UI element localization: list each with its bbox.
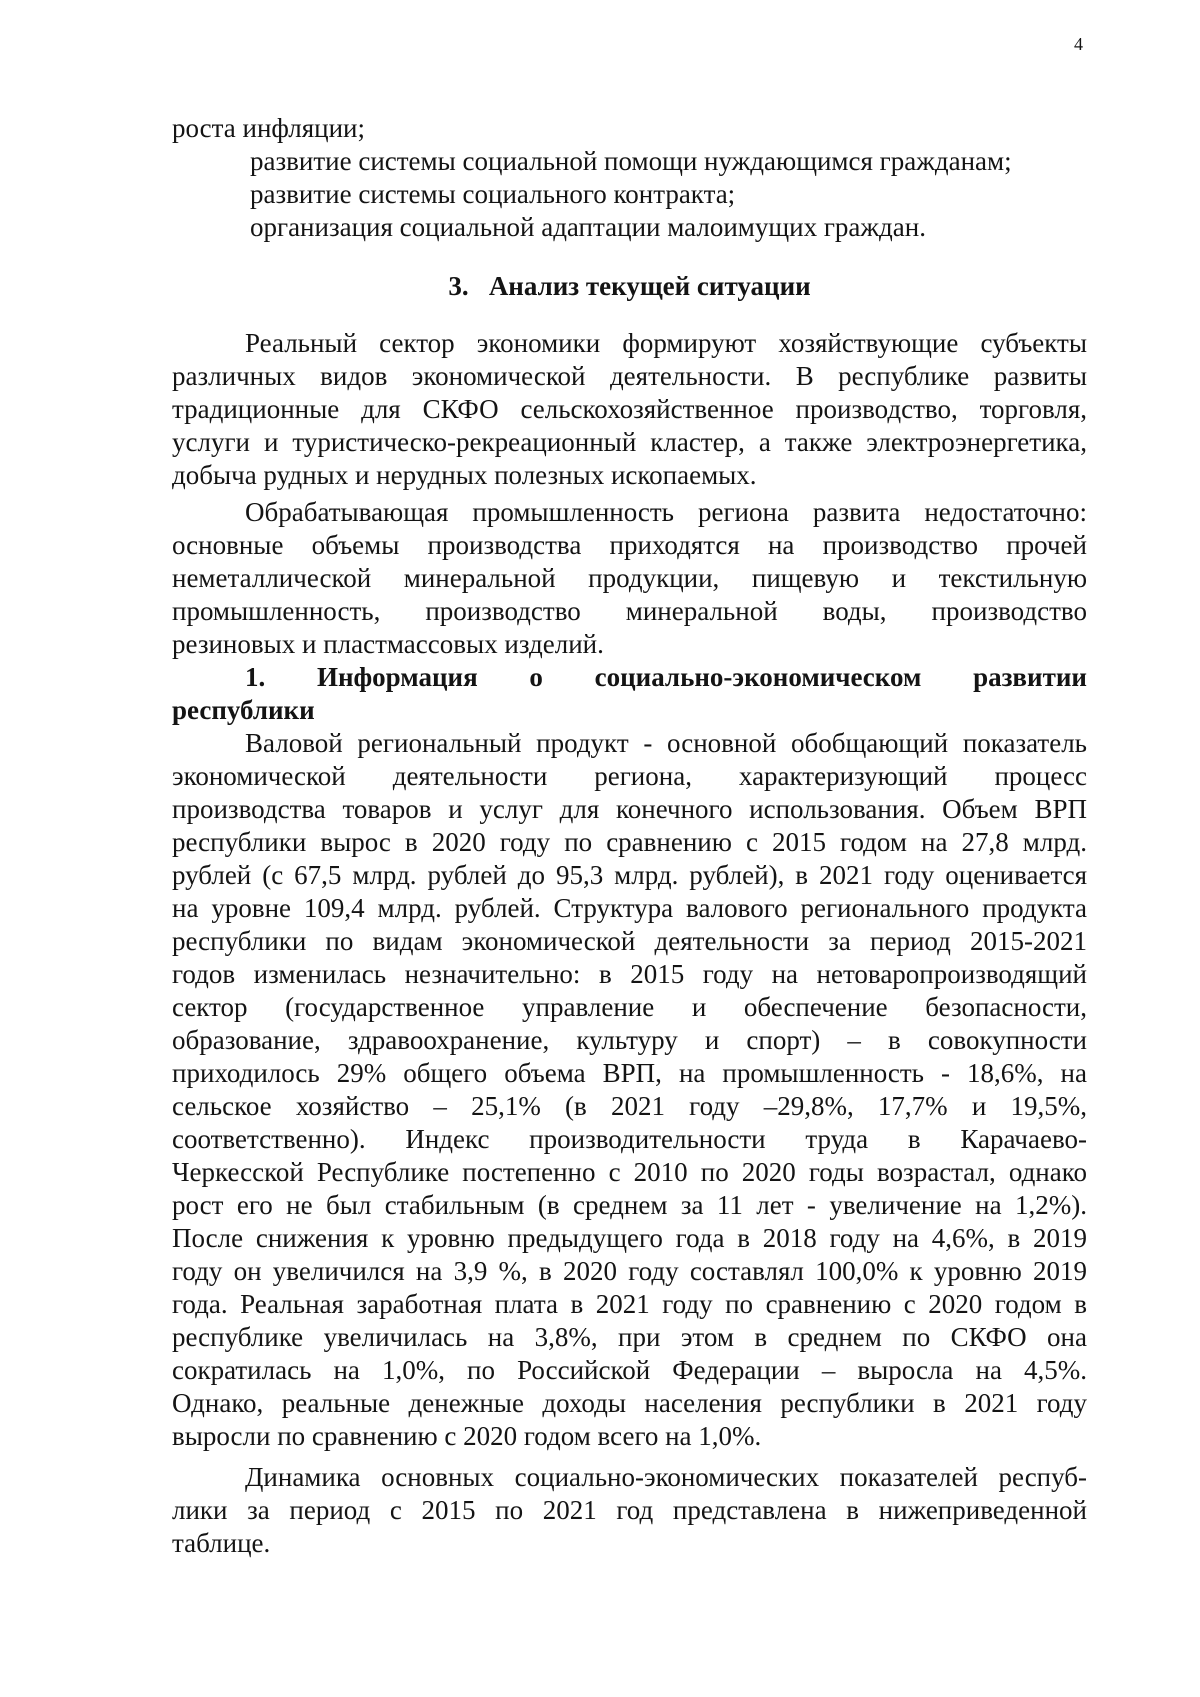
paragraph-line: года. Реальная заработная плата в 2021 году по сравнению с 2020 годом в (172, 1289, 1087, 1319)
subsection-word: социально-экономическом (594, 662, 922, 692)
paragraph-line: экономической деятельности региона, характеризующий процесс (172, 761, 1087, 791)
paragraph-dynamics (172, 1461, 1087, 1560)
subsection-heading-line2: республики (172, 695, 315, 725)
paragraph-line: неметаллической минеральной продукции, пищевую и текстильную (172, 563, 1087, 593)
section-heading: 3. Анализ текущей ситуации (448, 271, 811, 301)
paragraph-line: добыча рудных и нерудных полезных ископаемых. (172, 460, 757, 490)
paragraph-line: сектор (государственное управление и обеспечение безопасности, (172, 992, 1087, 1022)
paragraph-line: выросли по сравнению с 2020 годом всего на 1,0%. (172, 1421, 762, 1451)
paragraph-line: сельское хозяйство – 25,1% (в 2021 году –29,8%, 17,7% и 19,5%, (172, 1091, 1087, 1121)
paragraph-manufacturing (172, 496, 1087, 661)
paragraph-line: республики вырос в 2020 году по сравнению с 2015 годом на 27,8 млрд. (172, 827, 1087, 857)
paragraph-line: Валовой региональный продукт - основной обобщающий показатель (245, 728, 1087, 758)
paragraph-line: республики по видам экономической деятельности за период 2015-2021 (172, 926, 1087, 956)
paragraph-line: сократилась на 1,0%, по Российской Федерации – выросла на 4,5%. (172, 1355, 1087, 1385)
paragraph-line: Обрабатывающая промышленность региона развита недостаточно: (245, 497, 1087, 527)
paragraph-line: традиционные для СКФО сельскохозяйственное производство, торговля, (172, 394, 1087, 424)
paragraph-line: лики за период с 2015 по 2021 год представлена в нижеприведенной (172, 1495, 1087, 1525)
paragraph-line: образование, здравоохранение, культуру и спорт) – в совокупности (172, 1025, 1087, 1055)
paragraph-real-sector (172, 327, 1087, 492)
paragraph-line: таблице. (172, 1528, 271, 1558)
subsection-word: развитии (973, 662, 1087, 692)
paragraph-line: Однако, реальные денежные доходы населения республики в 2021 году (172, 1388, 1087, 1418)
page-body (172, 112, 1087, 1560)
paragraph-line: основные объемы производства приходятся на производство прочей (172, 530, 1087, 560)
paragraph-line: годов изменилась незначительно: в 2015 году на нетоваропроизводящий (172, 959, 1087, 989)
paragraph-line: После снижения к уровню предыдущего года в 2018 году на 4,6%, в 2019 (172, 1223, 1087, 1253)
paragraph-line: промышленность, производство минеральной воды, производство (172, 596, 1087, 626)
subsection-word: о (529, 662, 543, 692)
paragraph-line: Реальный сектор экономики формируют хозяйствующие субъекты (245, 328, 1087, 358)
list-item: развитие системы социального контракта; (250, 179, 736, 209)
paragraph-grp (172, 727, 1087, 1453)
paragraph-line: производства товаров и услуг для конечного использования. Объем ВРП (172, 794, 1087, 824)
paragraph-line: приходилось 29% общего объема ВРП, на промышленность - 18,6%, на (172, 1058, 1087, 1088)
paragraph-line: республике увеличилась на 3,8%, при этом в среднем по СКФО она (172, 1322, 1087, 1352)
subsection-heading (172, 661, 1087, 727)
paragraph-line: Динамика основных социально-экономических показателей респуб- (245, 1462, 1087, 1492)
paragraph-line: году он увеличился на 3,9 %, в 2020 году составлял 100,0% к уровню 2019 (172, 1256, 1087, 1286)
list-item: развитие системы социальной помощи нуждающимся гражданам; (250, 146, 1012, 176)
paragraph-line: на уровне 109,4 млрд. рублей. Структура валового регионального продукта (172, 893, 1087, 923)
subsection-word: 1. (245, 662, 266, 692)
subsection-word: Информация (316, 662, 478, 692)
paragraph-line: резиновых и пластмассовых изделий. (172, 629, 604, 659)
paragraph-line: услуги и туристическо-рекреационный кластер, а также электроэнергетика, (172, 427, 1087, 457)
intro-line: роста инфляции; (172, 113, 365, 143)
page-number: 4 (1074, 34, 1083, 54)
list-item: организация социальной адаптации малоимущих граждан. (250, 212, 926, 242)
paragraph-line: рост его не был стабильным (в среднем за 11 лет - увеличение на 1,2%). (172, 1190, 1087, 1220)
paragraph-line: различных видов экономической деятельности. В республике развиты (172, 361, 1087, 391)
paragraph-line: Черкесской Республике постепенно с 2010 по 2020 годы возрастал, однако (172, 1157, 1087, 1187)
paragraph-line: соответственно). Индекс производительности труда в Карачаево- (172, 1124, 1087, 1154)
paragraph-line: рублей (с 67,5 млрд. рублей до 95,3 млрд. рублей), в 2021 году оценивается (172, 860, 1087, 890)
